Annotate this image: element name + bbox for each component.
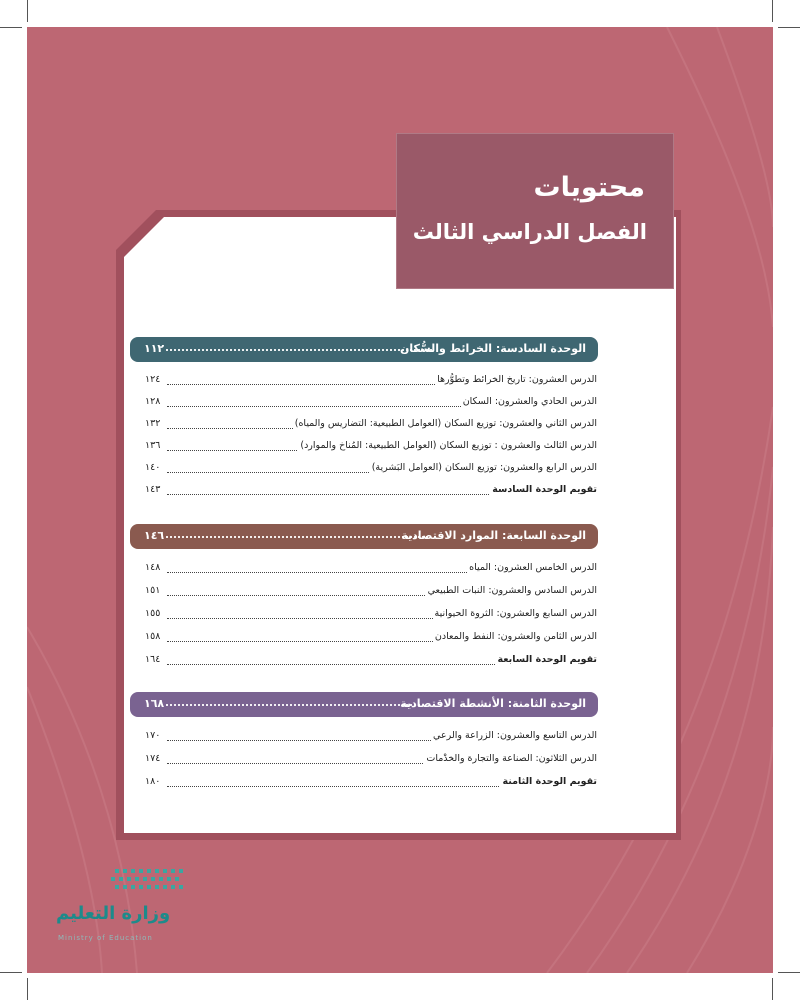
lesson-page: ١٤٨ <box>145 562 161 573</box>
lesson-page: ١٢٨ <box>145 396 161 407</box>
crop-mark <box>778 972 800 973</box>
lesson-row[interactable] <box>145 561 597 577</box>
lesson-page: ١٥٥ <box>145 608 161 619</box>
lesson-title: الدرس الثالث والعشرون : توزيع السكان (العوامل الطبيعية: المُناخ والموارد) <box>300 440 597 451</box>
lesson-title: الدرس السابع والعشرون: الثروة الحيوانية <box>434 608 597 619</box>
lesson-title: الدرس الحادي والعشرون: السكان <box>462 396 597 407</box>
lesson-row[interactable] <box>145 607 597 623</box>
crop-mark <box>772 0 773 22</box>
crop-mark <box>27 0 28 22</box>
ministry-logo-icon <box>95 865 255 905</box>
lesson-title: الدرس العشرون: تاريخ الخرائط وتطوُّرها <box>437 374 597 385</box>
lesson-page: ١٧٠ <box>145 730 161 741</box>
unit-title: الوحدة السابعة: الموارد الاقتصادية <box>401 529 586 542</box>
lesson-page: ١٨٠ <box>145 776 161 787</box>
crop-mark <box>0 27 22 28</box>
lesson-page: ١٥١ <box>145 585 161 596</box>
page-subtitle: الفصل الدراسي الثالث <box>412 220 647 244</box>
lesson-row[interactable] <box>145 752 597 768</box>
lesson-title: تقويم الوحدة السابعة <box>497 654 597 665</box>
ministry-logo-subtext: Ministry of Education <box>58 934 153 942</box>
lesson-title: الدرس السادس والعشرون: النبات الطبيعي <box>427 585 597 596</box>
lesson-title: الدرس الخامس العشرون: المياه <box>469 562 597 573</box>
lesson-title: الدرس الثاني والعشرون: توزيع السكان (العوامل الطبيعية: التضاريس والمياه) <box>294 418 597 429</box>
crop-mark <box>27 978 28 1000</box>
ministry-logo-text: وزارة التعليم <box>56 903 171 924</box>
crop-mark <box>772 978 773 1000</box>
lesson-page: ١٣٦ <box>145 440 161 451</box>
lesson-title: الدرس الثامن والعشرون: النفط والمعادن <box>434 631 597 642</box>
leader-dots <box>166 704 420 706</box>
lesson-row[interactable] <box>145 630 597 646</box>
crop-mark <box>0 972 22 973</box>
lesson-page: ١٣٢ <box>145 418 161 429</box>
unit-evaluation-row[interactable] <box>145 775 597 791</box>
title-box <box>396 133 674 289</box>
leader-dots <box>166 349 432 351</box>
unit-title: الوحدة الثامنة: الأنشطة الاقتصادية <box>400 697 586 710</box>
lesson-title: الدرس الرابع والعشرون: توزيع السكان (العوامل البَشرية) <box>371 462 597 473</box>
lesson-title: الدرس التاسع والعشرون: الزراعة والرعي <box>433 730 597 741</box>
lesson-row[interactable] <box>145 395 597 411</box>
lesson-page: ١٤٣ <box>145 484 161 495</box>
lesson-page: ١٤٠ <box>145 462 161 473</box>
unit-evaluation-row[interactable] <box>145 653 597 669</box>
lesson-row[interactable] <box>145 729 597 745</box>
unit-title: الوحدة السادسة: الخرائط والسُّكان <box>399 342 586 355</box>
lesson-row[interactable] <box>145 417 597 433</box>
unit-page: ١٦٨ <box>144 697 165 710</box>
unit-page: ١١٢ <box>144 342 165 355</box>
page-title: محتويات <box>533 172 645 203</box>
crop-mark <box>778 27 800 28</box>
leader-dots <box>166 536 428 538</box>
page-background <box>27 27 773 973</box>
lesson-title: الدرس الثلاثون: الصناعة والتجارة والخدْمات <box>426 753 597 764</box>
unit-evaluation-row[interactable] <box>145 483 597 499</box>
lesson-row[interactable] <box>145 584 597 600</box>
lesson-title: تقويم الوحدة السادسة <box>492 484 597 495</box>
lesson-row[interactable] <box>145 439 597 455</box>
lesson-page: ١٦٤ <box>145 654 161 665</box>
unit-header[interactable] <box>130 337 598 362</box>
lesson-page: ١٧٤ <box>145 753 161 764</box>
unit-header[interactable] <box>130 524 598 549</box>
unit-page: ١٤٦ <box>144 529 165 542</box>
lesson-page: ١٢٤ <box>145 374 161 385</box>
lesson-row[interactable] <box>145 373 597 389</box>
unit-header[interactable] <box>130 692 598 717</box>
lesson-row[interactable] <box>145 461 597 477</box>
lesson-title: تقويم الوحدة الثامنة <box>502 776 597 787</box>
lesson-page: ١٥٨ <box>145 631 161 642</box>
